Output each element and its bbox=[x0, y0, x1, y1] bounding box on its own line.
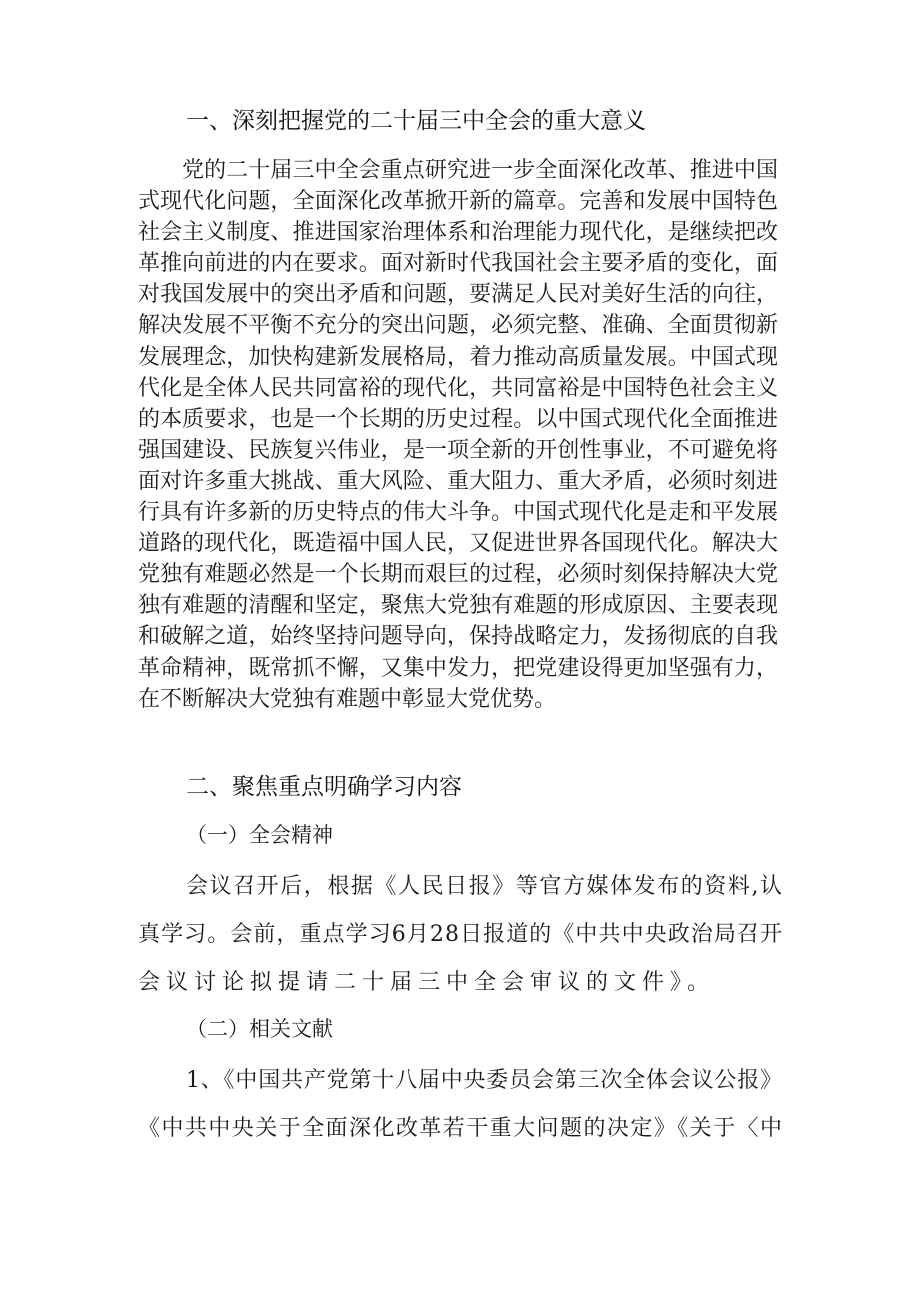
body-line: 真学习。会前，重点学习6月28日报道的《中共中央政治局召开 bbox=[138, 922, 784, 947]
section-heading-study-content: 二、聚焦重点明确学习内容 bbox=[186, 774, 462, 800]
body-line: 1、《中国共产党第十八届中央委员会第三次全体会议公报》 bbox=[186, 1068, 783, 1093]
body-line: 会议召开后，根据《人民日报》等官方媒体发布的资料,认 bbox=[186, 874, 784, 899]
subheading-plenary-spirit: （一）全会精神 bbox=[186, 823, 333, 847]
body-line: 会议讨论拟提请二十届三中全会审议的文件》。 bbox=[138, 970, 716, 995]
body-paragraph-significance: 党的二十届三中全会重点研究进一步全面深化改革、推进中国式现代化问题，全面深化改革掀开新的篇章。完善和发展中国特色社会主义制度、推进国家治理体系和治理能力现代化，是继续把改革推向前进的内在要求。面对新时代我国社会主要矛盾的变化，面对我国发展中的突出矛盾和问题，要满足人民对美好生活的向往，解决发展不平衡不充分的突出问题，必须完整、准确、全面贯彻新发展理念，加快构建新发展格局，着力推动高质量发展。中国式现代化是全体人民共同富裕的现代化，共同富裕是中国特色社会主义的本质要求，也是一个长期的历史过程。以中国式现代化全面推进强国建设、民族复兴伟业，是一项全新的开创性事业，不可避免将面对许多重大挑战、重大风险、重大阻力、重大矛盾，必须时刻进行具有许多新的历史特点的伟大斗争。中国式现代化是走和平发展道路的现代化，既造福中国人民，又促进世界各国现代化。解决大党独有难题必然是一个长期而艰巨的过程，必须时刻保持解决大党独有难题的清醒和坚定，聚焦大党独有难题的形成原因、主要表现和破解之道，始终坚持问题导向，保持战略定力，发扬彻底的自我革命精神，既常抓不懈，又集中发力，把党建设得更加坚强有力，在不断解决大党独有难题中彰显大党优势。 bbox=[138, 158, 778, 712]
subheading-related-documents: （二）相关文献 bbox=[186, 1017, 333, 1041]
body-line: 《中共中央关于全面深化改革若干重大问题的决定》《关于〈中 bbox=[138, 1116, 784, 1141]
section-heading-significance: 一、深刻把握党的二十届三中全会的重大意义 bbox=[186, 108, 646, 134]
